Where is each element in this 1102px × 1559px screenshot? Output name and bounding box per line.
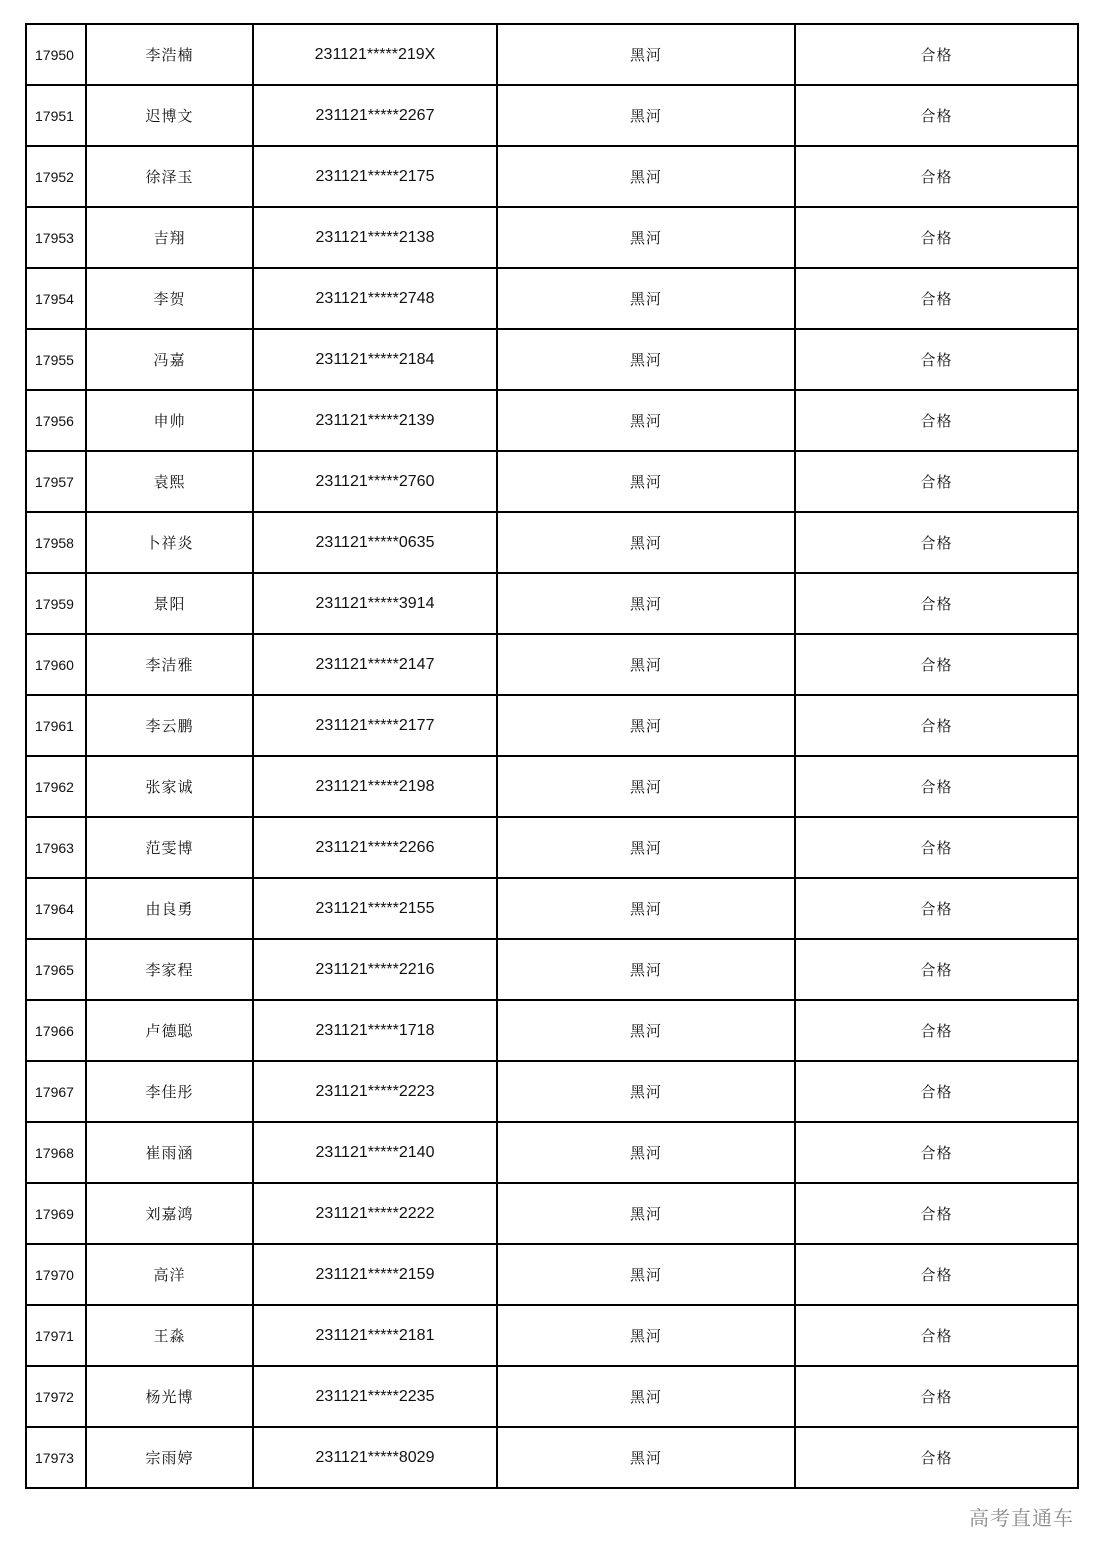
region-cell: 黑河: [497, 1366, 795, 1427]
candidate-name-cell: 王淼: [86, 1305, 253, 1366]
table-body: [26, 24, 1078, 1488]
id-number-cell: 231121*****2223: [253, 1061, 497, 1122]
candidate-name-cell: 徐泽玉: [86, 146, 253, 207]
result-cell: 合格: [795, 1427, 1078, 1488]
candidate-name-cell: 卢德聪: [86, 1000, 253, 1061]
region-cell: 黑河: [497, 85, 795, 146]
table-row: [26, 695, 1078, 756]
candidate-name-cell: 高洋: [86, 1244, 253, 1305]
seq-number-cell: 17961: [26, 695, 86, 756]
region-cell: 黑河: [497, 634, 795, 695]
seq-number-cell: 17964: [26, 878, 86, 939]
table-row: [26, 939, 1078, 1000]
table-row: [26, 817, 1078, 878]
result-cell: 合格: [795, 1061, 1078, 1122]
table-row: [26, 329, 1078, 390]
table-row: [26, 451, 1078, 512]
seq-number-cell: 17962: [26, 756, 86, 817]
candidate-name-cell: 李洁雅: [86, 634, 253, 695]
id-number-cell: 231121*****2184: [253, 329, 497, 390]
candidate-name-cell: 由良勇: [86, 878, 253, 939]
candidate-name-cell: 景阳: [86, 573, 253, 634]
id-number-cell: 231121*****1718: [253, 1000, 497, 1061]
candidate-name-cell: 刘嘉鸿: [86, 1183, 253, 1244]
id-number-cell: 231121*****2235: [253, 1366, 497, 1427]
id-number-cell: 231121*****2748: [253, 268, 497, 329]
result-cell: 合格: [795, 878, 1078, 939]
result-cell: 合格: [795, 512, 1078, 573]
seq-number-cell: 17968: [26, 1122, 86, 1183]
seq-number-cell: 17958: [26, 512, 86, 573]
id-number-cell: 231121*****2177: [253, 695, 497, 756]
id-number-cell: 231121*****2140: [253, 1122, 497, 1183]
result-cell: 合格: [795, 573, 1078, 634]
table-row: [26, 512, 1078, 573]
candidate-name-cell: 李浩楠: [86, 24, 253, 85]
seq-number-cell: 17973: [26, 1427, 86, 1488]
id-number-cell: 231121*****0635: [253, 512, 497, 573]
table-row: [26, 634, 1078, 695]
result-cell: 合格: [795, 695, 1078, 756]
seq-number-cell: 17951: [26, 85, 86, 146]
table-row: [26, 1061, 1078, 1122]
seq-number-cell: 17950: [26, 24, 86, 85]
seq-number-cell: 17967: [26, 1061, 86, 1122]
candidate-name-cell: 宗雨婷: [86, 1427, 253, 1488]
id-number-cell: 231121*****2175: [253, 146, 497, 207]
id-number-cell: 231121*****2159: [253, 1244, 497, 1305]
seq-number-cell: 17972: [26, 1366, 86, 1427]
region-cell: 黑河: [497, 24, 795, 85]
id-number-cell: 231121*****8029: [253, 1427, 497, 1488]
table-row: [26, 1366, 1078, 1427]
seq-number-cell: 17956: [26, 390, 86, 451]
region-cell: 黑河: [497, 268, 795, 329]
candidate-name-cell: 范雯博: [86, 817, 253, 878]
candidate-name-cell: 吉翔: [86, 207, 253, 268]
region-cell: 黑河: [497, 1122, 795, 1183]
table-row: [26, 756, 1078, 817]
region-cell: 黑河: [497, 878, 795, 939]
region-cell: 黑河: [497, 1244, 795, 1305]
seq-number-cell: 17965: [26, 939, 86, 1000]
id-number-cell: 231121*****2266: [253, 817, 497, 878]
table-row: [26, 207, 1078, 268]
result-cell: 合格: [795, 756, 1078, 817]
candidate-name-cell: 李佳彤: [86, 1061, 253, 1122]
results-table: [25, 23, 1079, 1489]
seq-number-cell: 17953: [26, 207, 86, 268]
seq-number-cell: 17959: [26, 573, 86, 634]
region-cell: 黑河: [497, 207, 795, 268]
region-cell: 黑河: [497, 1183, 795, 1244]
id-number-cell: 231121*****2138: [253, 207, 497, 268]
candidate-name-cell: 李云鹏: [86, 695, 253, 756]
id-number-cell: 231121*****2216: [253, 939, 497, 1000]
id-number-cell: 231121*****2760: [253, 451, 497, 512]
region-cell: 黑河: [497, 695, 795, 756]
id-number-cell: 231121*****2147: [253, 634, 497, 695]
table-row: [26, 24, 1078, 85]
region-cell: 黑河: [497, 512, 795, 573]
id-number-cell: 231121*****2139: [253, 390, 497, 451]
seq-number-cell: 17955: [26, 329, 86, 390]
id-number-cell: 231121*****2222: [253, 1183, 497, 1244]
result-cell: 合格: [795, 1305, 1078, 1366]
id-number-cell: 231121*****2198: [253, 756, 497, 817]
table-row: [26, 85, 1078, 146]
table-row: [26, 878, 1078, 939]
table-row: [26, 1122, 1078, 1183]
result-cell: 合格: [795, 329, 1078, 390]
result-cell: 合格: [795, 451, 1078, 512]
result-cell: 合格: [795, 1244, 1078, 1305]
region-cell: 黑河: [497, 573, 795, 634]
seq-number-cell: 17970: [26, 1244, 86, 1305]
table-row: [26, 1183, 1078, 1244]
result-cell: 合格: [795, 1183, 1078, 1244]
candidate-name-cell: 李家程: [86, 939, 253, 1000]
region-cell: 黑河: [497, 817, 795, 878]
seq-number-cell: 17963: [26, 817, 86, 878]
seq-number-cell: 17960: [26, 634, 86, 695]
seq-number-cell: 17952: [26, 146, 86, 207]
result-cell: 合格: [795, 817, 1078, 878]
result-cell: 合格: [795, 1366, 1078, 1427]
region-cell: 黑河: [497, 1427, 795, 1488]
watermark-text: 高考直通车: [969, 1506, 1074, 1530]
table-row: [26, 390, 1078, 451]
seq-number-cell: 17969: [26, 1183, 86, 1244]
candidate-name-cell: 崔雨涵: [86, 1122, 253, 1183]
result-cell: 合格: [795, 207, 1078, 268]
seq-number-cell: 17971: [26, 1305, 86, 1366]
result-cell: 合格: [795, 146, 1078, 207]
candidate-name-cell: 李贺: [86, 268, 253, 329]
table-row: [26, 1305, 1078, 1366]
candidate-name-cell: 袁熙: [86, 451, 253, 512]
result-cell: 合格: [795, 634, 1078, 695]
seq-number-cell: 17957: [26, 451, 86, 512]
candidate-name-cell: 卜祥炎: [86, 512, 253, 573]
result-cell: 合格: [795, 390, 1078, 451]
result-cell: 合格: [795, 939, 1078, 1000]
region-cell: 黑河: [497, 1000, 795, 1061]
result-cell: 合格: [795, 268, 1078, 329]
table-row: [26, 1244, 1078, 1305]
candidate-name-cell: 杨光博: [86, 1366, 253, 1427]
candidate-name-cell: 张家诚: [86, 756, 253, 817]
result-cell: 合格: [795, 24, 1078, 85]
region-cell: 黑河: [497, 756, 795, 817]
region-cell: 黑河: [497, 1305, 795, 1366]
candidate-name-cell: 申帅: [86, 390, 253, 451]
candidate-name-cell: 冯嘉: [86, 329, 253, 390]
candidate-name-cell: 迟博文: [86, 85, 253, 146]
seq-number-cell: 17966: [26, 1000, 86, 1061]
id-number-cell: 231121*****3914: [253, 573, 497, 634]
result-cell: 合格: [795, 1122, 1078, 1183]
region-cell: 黑河: [497, 451, 795, 512]
table-row: [26, 268, 1078, 329]
region-cell: 黑河: [497, 1061, 795, 1122]
result-cell: 合格: [795, 85, 1078, 146]
result-cell: 合格: [795, 1000, 1078, 1061]
region-cell: 黑河: [497, 390, 795, 451]
id-number-cell: 231121*****2155: [253, 878, 497, 939]
id-number-cell: 231121*****219X: [253, 24, 497, 85]
region-cell: 黑河: [497, 939, 795, 1000]
table-row: [26, 1000, 1078, 1061]
table-row: [26, 146, 1078, 207]
region-cell: 黑河: [497, 146, 795, 207]
table-row: [26, 1427, 1078, 1488]
table-row: [26, 573, 1078, 634]
region-cell: 黑河: [497, 329, 795, 390]
id-number-cell: 231121*****2181: [253, 1305, 497, 1366]
id-number-cell: 231121*****2267: [253, 85, 497, 146]
seq-number-cell: 17954: [26, 268, 86, 329]
